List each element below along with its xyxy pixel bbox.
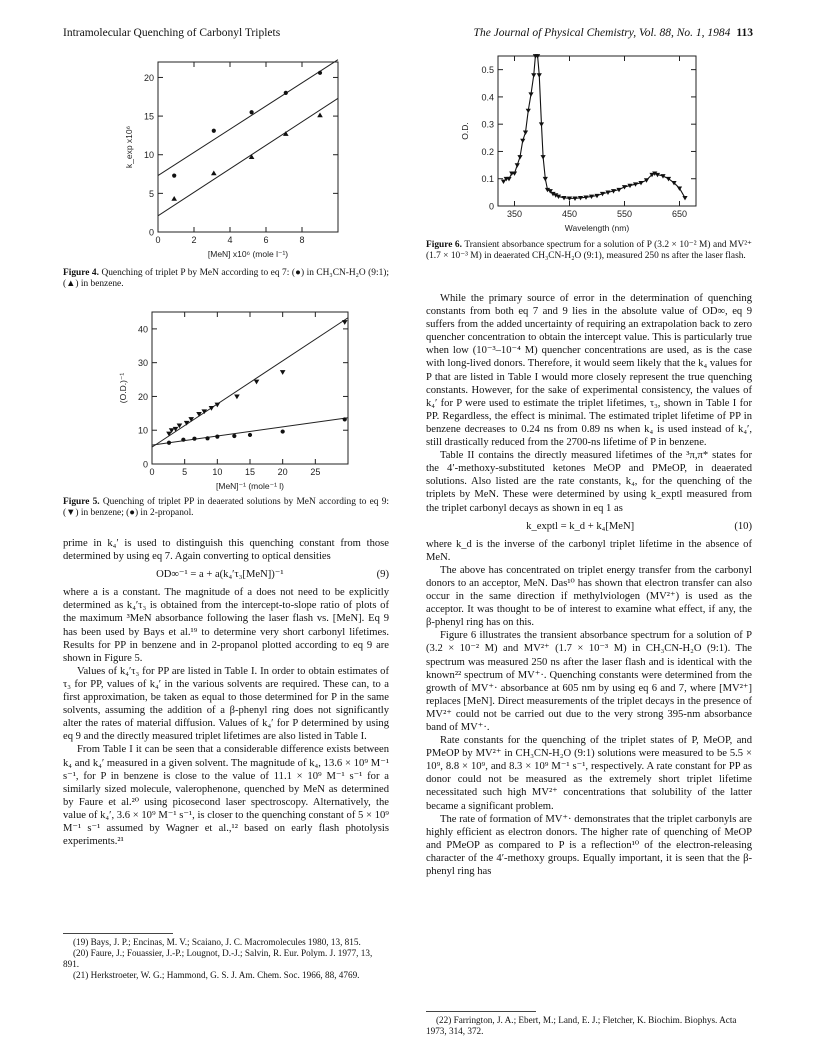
journal-citation: The Journal of Physical Chemistry, Vol. 88, No. 1, 1984 [473, 27, 731, 39]
data-point [342, 320, 348, 325]
y-tick-label: 15 [143, 111, 154, 122]
x-tick-label: 0 [155, 235, 161, 245]
data-point [677, 186, 682, 190]
figure-6-caption-text: Transient absorbance spectrum for a solution of P (3.2 × 10⁻² M) and MV²⁺ (1.7 × 10⁻³ M) in deaerated CH₃CN-H₂O (9:1), measured 250 ns after the laser flash. [426, 240, 752, 262]
equation-10-number: (10) [734, 520, 752, 532]
data-point [171, 196, 177, 201]
y-tick-label: 0 [142, 459, 148, 470]
x-tick-label: 650 [671, 209, 688, 219]
data-point [526, 109, 531, 113]
footnote-19: (19) Bays, J. P.; Encinas, M. V.; Scaiano, J. C. Macromolecules 1980, 13, 815. [73, 937, 361, 947]
data-point [248, 433, 252, 437]
figure-4-label: Figure 4. [63, 268, 99, 278]
data-point [232, 434, 236, 438]
x-tick-label: 10 [212, 467, 223, 477]
data-point [205, 436, 209, 440]
series-line [504, 56, 686, 198]
x-tick-label: 450 [561, 209, 578, 219]
data-point [212, 129, 216, 133]
plot-frame [158, 62, 338, 232]
figure-6-plot [460, 50, 705, 238]
data-point [539, 122, 544, 126]
data-point [211, 170, 217, 175]
fit-line [158, 98, 338, 215]
x-tick-label: 25 [310, 467, 321, 477]
data-point [520, 139, 525, 143]
data-point [318, 71, 322, 75]
series-1 [501, 54, 688, 201]
data-point [209, 406, 215, 411]
data-point [284, 91, 288, 95]
y-tick-label: 10 [143, 150, 154, 161]
data-point [172, 173, 176, 177]
y-tick-label: 0.4 [481, 92, 494, 103]
x-tick-label: 550 [616, 209, 633, 219]
y-tick-label: 0.2 [481, 146, 494, 157]
x-tick-label: 0 [149, 467, 155, 477]
y-tick-label: 5 [148, 188, 154, 199]
series-1 [158, 60, 338, 178]
paragraph: The rate of formation of MV⁺· demonstrates that the triplet carbonyls are highly efficient as electron donors. The higher rate of quenching of MeOP and PMeOP as compared to P is a reflection¹⁰ of the electron-releasing character of the 4′-methoxy groups. Equally important, it is seen that the β-phenyl ring has [426, 813, 752, 878]
data-point [249, 154, 255, 159]
running-header-title: Intramolecular Quenching of Carbonyl Triplets [63, 27, 281, 39]
data-point [254, 380, 260, 385]
y-tick-label: 30 [137, 358, 148, 369]
equation-9-number: (9) [376, 569, 389, 581]
data-point [215, 435, 219, 439]
figure-5-caption-text: Quenching of triplet PP in deaerated solutions by MeN according to eq 9: (▼) in benzene; (●) in 2-propanol. [63, 497, 389, 519]
equation-10 [426, 515, 752, 538]
footnote-rule [63, 933, 173, 934]
data-point [343, 417, 347, 421]
x-tick-label: 2 [191, 235, 197, 245]
data-point [167, 441, 171, 445]
x-axis-label: Wavelength (nm) [564, 223, 630, 233]
figure-5-caption [63, 497, 389, 520]
right-footnotes [426, 1011, 752, 1037]
paragraph: Figure 6 illustrates the transient absorbance spectrum for a solution of P (3.2 × 10⁻² M) and MV²⁺ (1.7 × 10⁻³ M) in CH₃CN-H₂O (9:1). The spectrum was measured 250 ns after the laser flash and is identical with the known²² spectrum of MV⁺·. Quenching constants were determined from the growth of MV⁺· absorbance at 605 nm by using eq 6 and 7, where [MV²⁺] replaces [MeN]. Direct measurements of the triplet decays in the presence of MV²⁺ could not be carried out due to the very strong 395-nm absorbance band of MV⁺·. [426, 630, 752, 733]
data-point [537, 73, 542, 77]
page-number: 113 [736, 27, 753, 39]
x-tick-label: 15 [244, 467, 256, 477]
data-point [528, 92, 533, 96]
paragraph: Rate constants for the quenching of the triplet states of P, MeOP, and PMeOP by MV²⁺ in CH₃CN-H₂O (9:1) solutions were measured to be 5.5 × 10⁹, 8.8 × 10⁹, and 8.3 × 10⁹ M⁻¹ s⁻¹, respectively. A rate constant for PP as donor could not be measured as the extremely short triplet lifetime necessitated such high MV²⁺ concentrations that solubility of the latter became a significant problem. [426, 735, 752, 812]
footnote-22: (22) Farrington, J. A.; Ebert, M.; Land, E. J.; Fletcher, K. Biochim. Biophys. Acta 1973, 314, 372. [426, 1015, 737, 1036]
y-tick-label: 0.5 [481, 65, 494, 76]
y-tick-label: 20 [143, 72, 154, 83]
fit-line [158, 60, 338, 176]
paragraph: While the primary source of error in the determination of quenching constants from both eq 7 and 9 lies in the absolute value of OD∞, eq 9 suffers from the added uncertainty of requiring an extrapolation back to zero quencher concentration to obtain the intercept value. This is particularly true when low (10⁻³–10⁻⁴ M) quencher concentrations are used, as is the case with long-lived donors. Therefore, it would seem likely that the k₄ values for P that are listed in Table I would more closely represent the true quenching constants. However, for the sake of experimental consistency, the values of k₄′ for P were used to estimate the triplet lifetimes, τ₃, shown in Table I for PP. Regardless, the effect is minimal. The estimated triplet lifetime of PP in benzene decreases to 0.24 ns from 0.89 ns when k₄ is used instead of k₄′, still drastically reduced from the 2700-ns lifetime of P in benzene. [426, 293, 752, 449]
figure-5-label: Figure 5. [63, 497, 100, 507]
data-point [250, 110, 254, 114]
x-axis-label: [MeN]⁻¹ (mole⁻¹ l) [216, 481, 284, 491]
paragraph: Values of k₄′τ₃ for PP are listed in Table I. In order to obtain estimates of τ₃ for PP, values of k₄′ in the various solvents are required. These can, to a first approximation, be taken as equal to those determined for P in the same solvents, assuming the addition of a β-phenyl ring does not significantly alter the rates of material diffusion. Values of k₄′ for P determined by using eq 9 and the directly measured triplet lifetimes are also listed in Table I. [63, 665, 389, 743]
x-axis-label: [MeN] x10⁶ (mole l⁻¹) [207, 249, 289, 259]
y-axis-label: k_exp x10⁶ [124, 125, 134, 169]
x-tick-label: 350 [506, 209, 523, 219]
figure-5-plot [110, 306, 360, 494]
data-point [541, 155, 546, 159]
y-tick-label: 20 [137, 391, 148, 402]
paragraph: The above has concentrated on triplet energy transfer from the carbonyl donors to an acceptor, MeN. Das¹⁰ has shown that electron transfer can also occur in the same direction if methylviologen (MV²⁺) is used as the acceptor. It was thought to be of interest to examine what effect, if any, the β-phenyl ring has on this. [426, 564, 752, 629]
paragraph: Table II contains the directly measured lifetimes of the ³π,π* states for the 4′-methoxy-substituted ketones MeOP and PMeOP, in deaerated solutions. Also listed are the rate constants, k₄, for the quenching of the triplets by MeN. These were determined by using k_exptl measured from the triplet carbonyl decays as shown in eq 1 as [426, 450, 752, 514]
footnote-20: (20) Faure, J.; Fouassier, J.-P.; Lougnot, D.-J.; Salvin, R. Eur. Polym. J. 1977, 13, 891. [63, 948, 373, 969]
series-2 [158, 98, 338, 215]
figure-4-caption-text: Quenching of triplet P by MeN according to eq 7: (●) in CH₃CN-H₂O (9:1); (▲) in benzene. [63, 268, 389, 290]
y-tick-label: 0.3 [481, 119, 494, 130]
data-point [192, 437, 196, 441]
figure-6-label: Figure 6. [426, 240, 462, 250]
x-tick-label: 8 [299, 235, 305, 245]
footnote-rule [426, 1011, 536, 1012]
data-point [531, 73, 536, 77]
y-tick-label: 10 [137, 425, 148, 436]
paragraph: where a is a constant. The magnitude of a does not need to be explicitly determined as k₄′τ₃ is obtained from the intercept-to-slope ratio of plots of the maximum ³MeN absorbance following the laser flash vs. [MeN]. Eq 9 has been used by Bays et al.¹⁹ to determine very short carbonyl lifetimes. Results for PP in benzene and in 2-propanol plotted according to eq 9 are shown in Figure 5. [63, 587, 389, 664]
running-header-journal [474, 27, 753, 39]
data-point [281, 429, 285, 433]
x-tick-label: 6 [263, 235, 269, 245]
left-footnotes [63, 933, 389, 981]
data-point [523, 131, 528, 135]
data-point [543, 177, 548, 181]
data-point [280, 370, 286, 375]
data-point [501, 180, 506, 184]
data-point [181, 438, 185, 442]
x-tick-label: 4 [227, 235, 233, 245]
y-tick-label: 40 [137, 324, 148, 335]
fit-line [152, 318, 348, 447]
data-point [317, 113, 323, 118]
series-1 [152, 318, 348, 447]
data-point [234, 394, 240, 399]
fit-line [152, 418, 348, 445]
y-tick-label: 0 [148, 227, 154, 238]
figure-6-caption [426, 240, 752, 263]
data-point [517, 155, 522, 159]
data-point [515, 163, 520, 167]
equation-9-expression: OD∞⁻¹ = a + a(k₄′τ₃[MeN])⁻¹ [156, 569, 284, 581]
y-axis-label: (O.D.)⁻¹ [118, 372, 128, 404]
y-axis-label: O.D. [460, 122, 470, 140]
x-tick-label: 5 [182, 467, 188, 477]
right-column-body [426, 292, 752, 878]
y-tick-label: 0.1 [481, 174, 494, 185]
paragraph: where k_d is the inverse of the carbonyl triplet lifetime in the absence of MeN. [426, 538, 752, 563]
data-point [682, 196, 687, 200]
y-tick-label: 0 [488, 201, 494, 212]
equation-9 [63, 563, 389, 586]
series-2 [152, 417, 348, 445]
figure-4-plot [118, 58, 348, 268]
paragraph: From Table I it can be seen that a considerable difference exists between k₄ and k₄′ measured in a given solvent. The magnitude of k₄, 13.6 × 10⁹ M⁻¹ s⁻¹, for P in benzene is close to the value of 11.1 × 10⁹ M⁻¹ s⁻¹ for a similarly sized molecule, valerophenone, quenched by MeN as determined by Faure et al.²⁰ using picosecond laser spectroscopy. Alternatively, the value of k₄′, 3.6 × 10⁹ M⁻¹ s⁻¹, is closer to the quenching constant of 5 × 10⁹ M⁻¹ s⁻¹ assumed by Wagner et al.,¹² based on early flash photolysis experiments.²¹ [63, 744, 389, 848]
x-tick-label: 20 [277, 467, 288, 477]
paragraph: prime in k₄′ is used to distinguish this quenching constant from those determined by using eq 7. Again converting to optical densities [63, 538, 389, 563]
equation-10-expression: k_exptl = k_d + k₄[MeN] [526, 520, 635, 532]
figure-4-caption [63, 268, 389, 291]
footnote-21: (21) Herkstroeter, W. G.; Hammond, G. S. J. Am. Chem. Soc. 1966, 88, 4769. [73, 970, 360, 980]
left-column-body [63, 537, 389, 848]
